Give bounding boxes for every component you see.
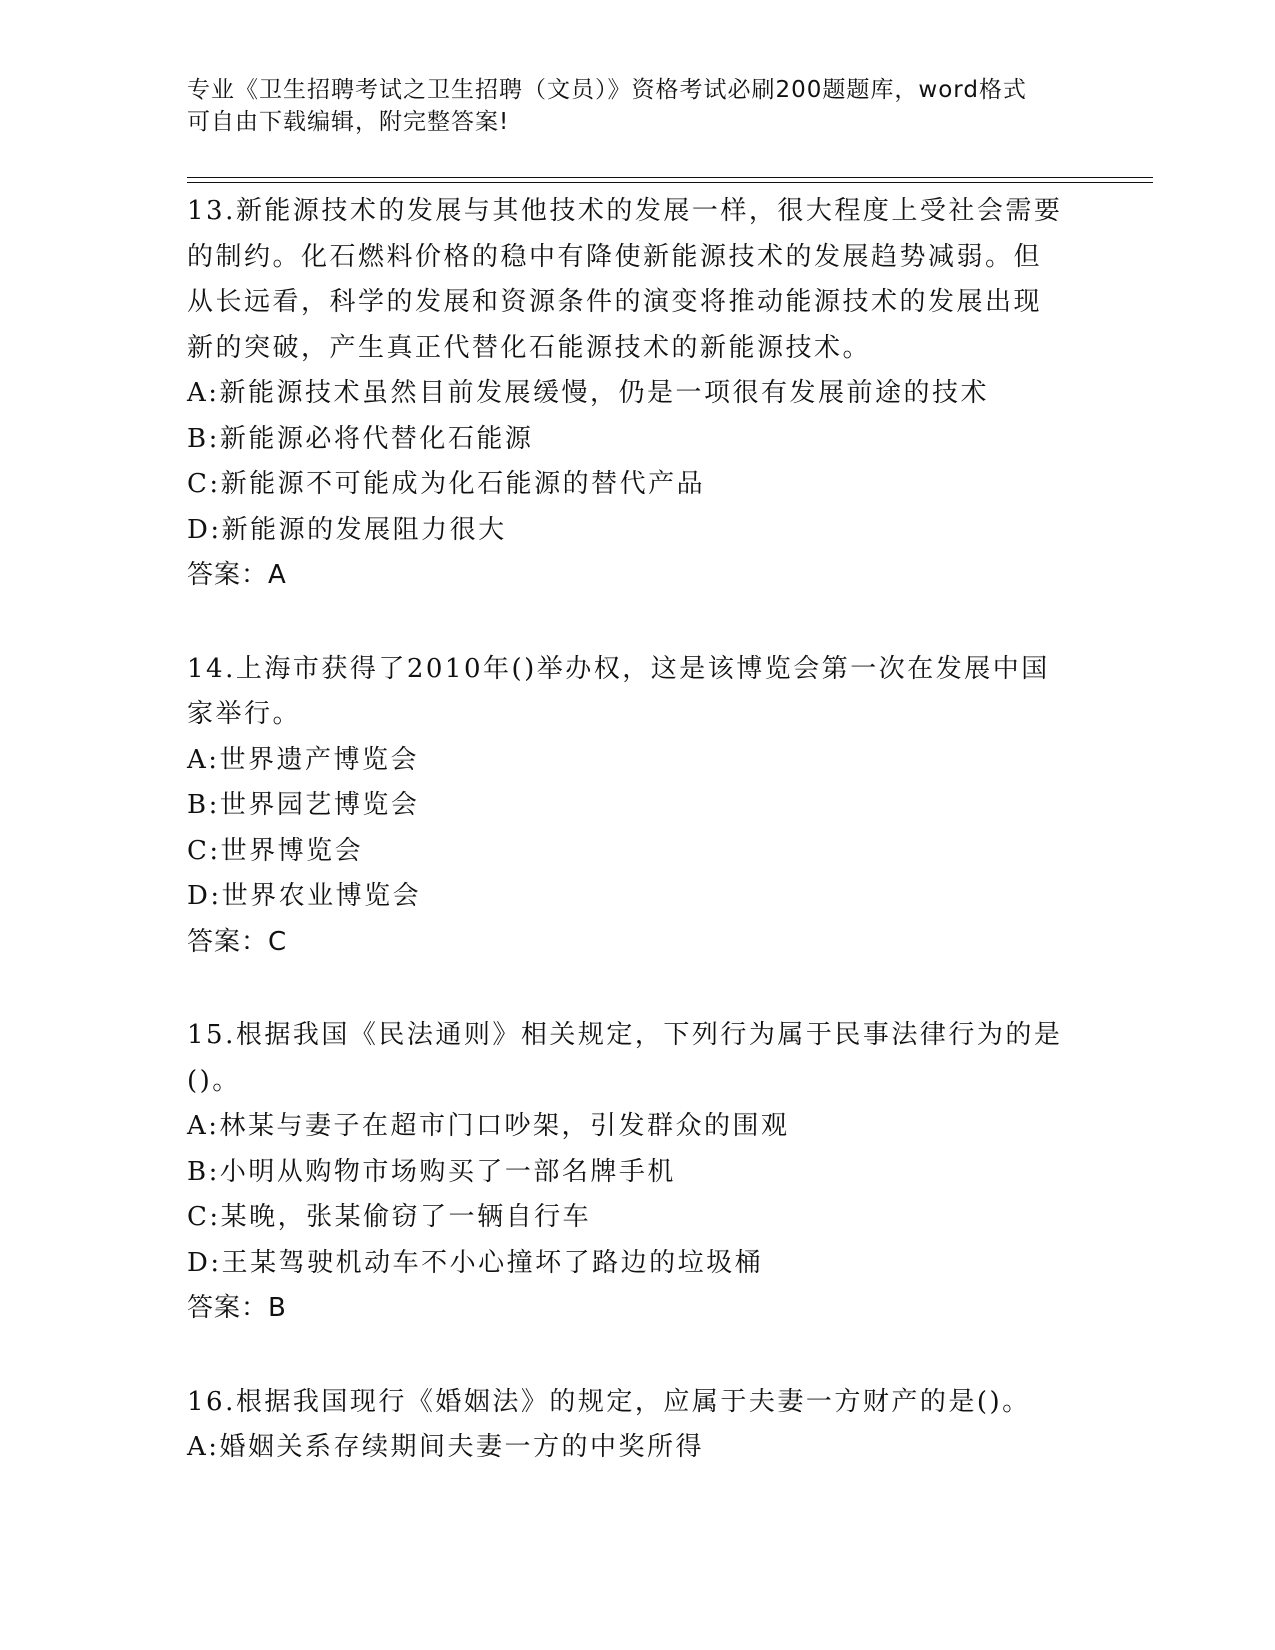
header-line: 专业《卫生招聘考试之卫生招聘（文员）》资格考试必刷200题题库，word格式	[187, 77, 1027, 103]
question-stem	[187, 1013, 1087, 1104]
answer-line: 答案：A	[187, 560, 287, 590]
option-d: D:世界农业博览会	[187, 881, 422, 911]
stem-line: 14.上海市获得了2010年()举办权，这是该博览会第一次在发展中国	[187, 653, 1050, 684]
option-d: D:新能源的发展阻力很大	[187, 514, 507, 545]
stem-line: 13.新能源技术的发展与其他技术的发展一样，很大程度上受社会需要	[187, 196, 1063, 226]
question-14	[187, 647, 1087, 966]
option-c: C:新能源不可能成为化石能源的替代产品	[187, 469, 706, 499]
option-c: C:某晚，张某偷窃了一辆自行车	[187, 1202, 592, 1232]
question-15	[187, 1013, 1087, 1332]
option-a: A:婚姻关系存续期间夫妻一方的中奖所得	[187, 1432, 705, 1462]
question-stem	[187, 189, 1087, 371]
question-stem	[187, 1380, 1087, 1426]
document-header	[187, 74, 1067, 138]
option-b: B:新能源必将代替化石能源	[187, 423, 534, 454]
option-b: B:小明从购物市场购买了一部名牌手机	[187, 1156, 676, 1187]
stem-line: 16.根据我国现行《婚姻法》的规定，应属于夫妻一方财产的是()。	[187, 1386, 1031, 1417]
stem-line: 15.根据我国《民法通则》相关规定，下列行为属于民事法律行为的是	[187, 1020, 1063, 1050]
question-13	[187, 189, 1087, 599]
option-d: D:王某驾驶机动车不小心撞坏了路边的垃圾桶	[187, 1247, 764, 1278]
option-a: A:新能源技术虽然目前发展缓慢，仍是一项很有发展前途的技术	[187, 378, 990, 408]
stem-line: 的制约。化石燃料价格的稳中有降使新能源技术的发展趋势减弱。但	[187, 241, 1043, 272]
header-divider-thick	[187, 182, 1153, 183]
stem-line: ()。	[187, 1065, 241, 1096]
stem-line: 从长远看，科学的发展和资源条件的演变将推动能源技术的发展出现	[187, 287, 1043, 317]
option-a: A:世界遗产博览会	[187, 744, 420, 775]
header-divider-thin	[187, 177, 1153, 178]
header-line: 可自由下载编辑，附完整答案!	[187, 109, 510, 135]
question-list	[187, 189, 1087, 1519]
answer-line: 答案：C	[187, 926, 288, 957]
question-stem	[187, 647, 1087, 738]
answer-line: 答案：B	[187, 1293, 287, 1323]
option-c: C:世界博览会	[187, 835, 364, 866]
question-16	[187, 1380, 1087, 1471]
option-a: A:林某与妻子在超市门口吵架，引发群众的围观	[187, 1111, 790, 1141]
stem-line: 家举行。	[187, 699, 302, 729]
option-b: B:世界园艺博览会	[187, 790, 420, 820]
stem-line: 新的突破，产生真正代替化石能源技术的新能源技术。	[187, 332, 872, 363]
